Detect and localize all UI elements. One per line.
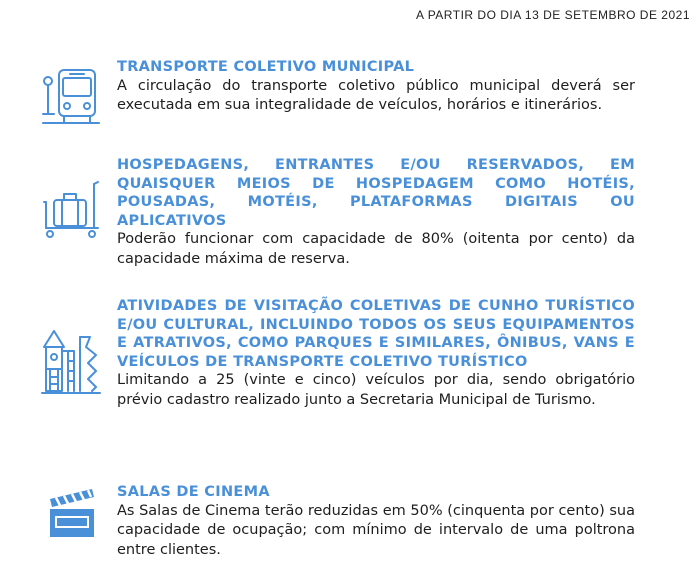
playground-icon: [40, 327, 102, 399]
bus-stop-icon: [40, 66, 102, 128]
section-body: A circulação do transporte coletivo público municipal deverá ser executada em sua integralidade de veículos, horários e itinerários.: [117, 77, 635, 113]
section-title: ATIVIDADES DE VISITAÇÃO COLETIVAS DE CUNHO TURÍSTICO E/OU CULTURAL, INCLUINDO TODOS OS SEUS EQUIPAMENTOS E ATRATIVOS, COMO PARQUES E SIMILARES, ÔNIBUS, VANS E VEÍCULOS DE TRANSPORTE COLETIVO TURÍSTICO: [117, 298, 635, 370]
section-body: Limitando a 25 (vinte e cinco) veículos por dia, sendo obrigatório prévio cadastro realizado junto a Secretaria Municipal de Turismo.: [117, 372, 635, 408]
date-header: A PARTIR DO DIA 13 DE SETEMBRO DE 2021: [416, 8, 690, 22]
section-title: TRANSPORTE COLETIVO MUNICIPAL: [117, 59, 415, 75]
clapperboard-icon: [44, 485, 100, 541]
luggage-cart-icon: [40, 178, 102, 240]
section-title: SALAS DE CINEMA: [117, 484, 270, 500]
section-body: As Salas de Cinema terão reduzidas em 50% (cinquenta por cento) sua capacidade de ocupação; com mínimo de intervalo de uma poltrona entre clientes.: [117, 502, 635, 558]
section-body: Poderão funcionar com capacidade de 80% (oitenta por cento) da capacidade máxima de reserva.: [117, 231, 635, 267]
section-title: HOSPEDAGENS, ENTRANTES E/OU RESERVADOS, EM QUAISQUER MEIOS DE HOSPEDAGEM COMO HOTÉIS, POUSADAS, MOTÉIS, PLATAFORMAS DIGITAIS OU APLICATIVOS: [117, 157, 635, 229]
